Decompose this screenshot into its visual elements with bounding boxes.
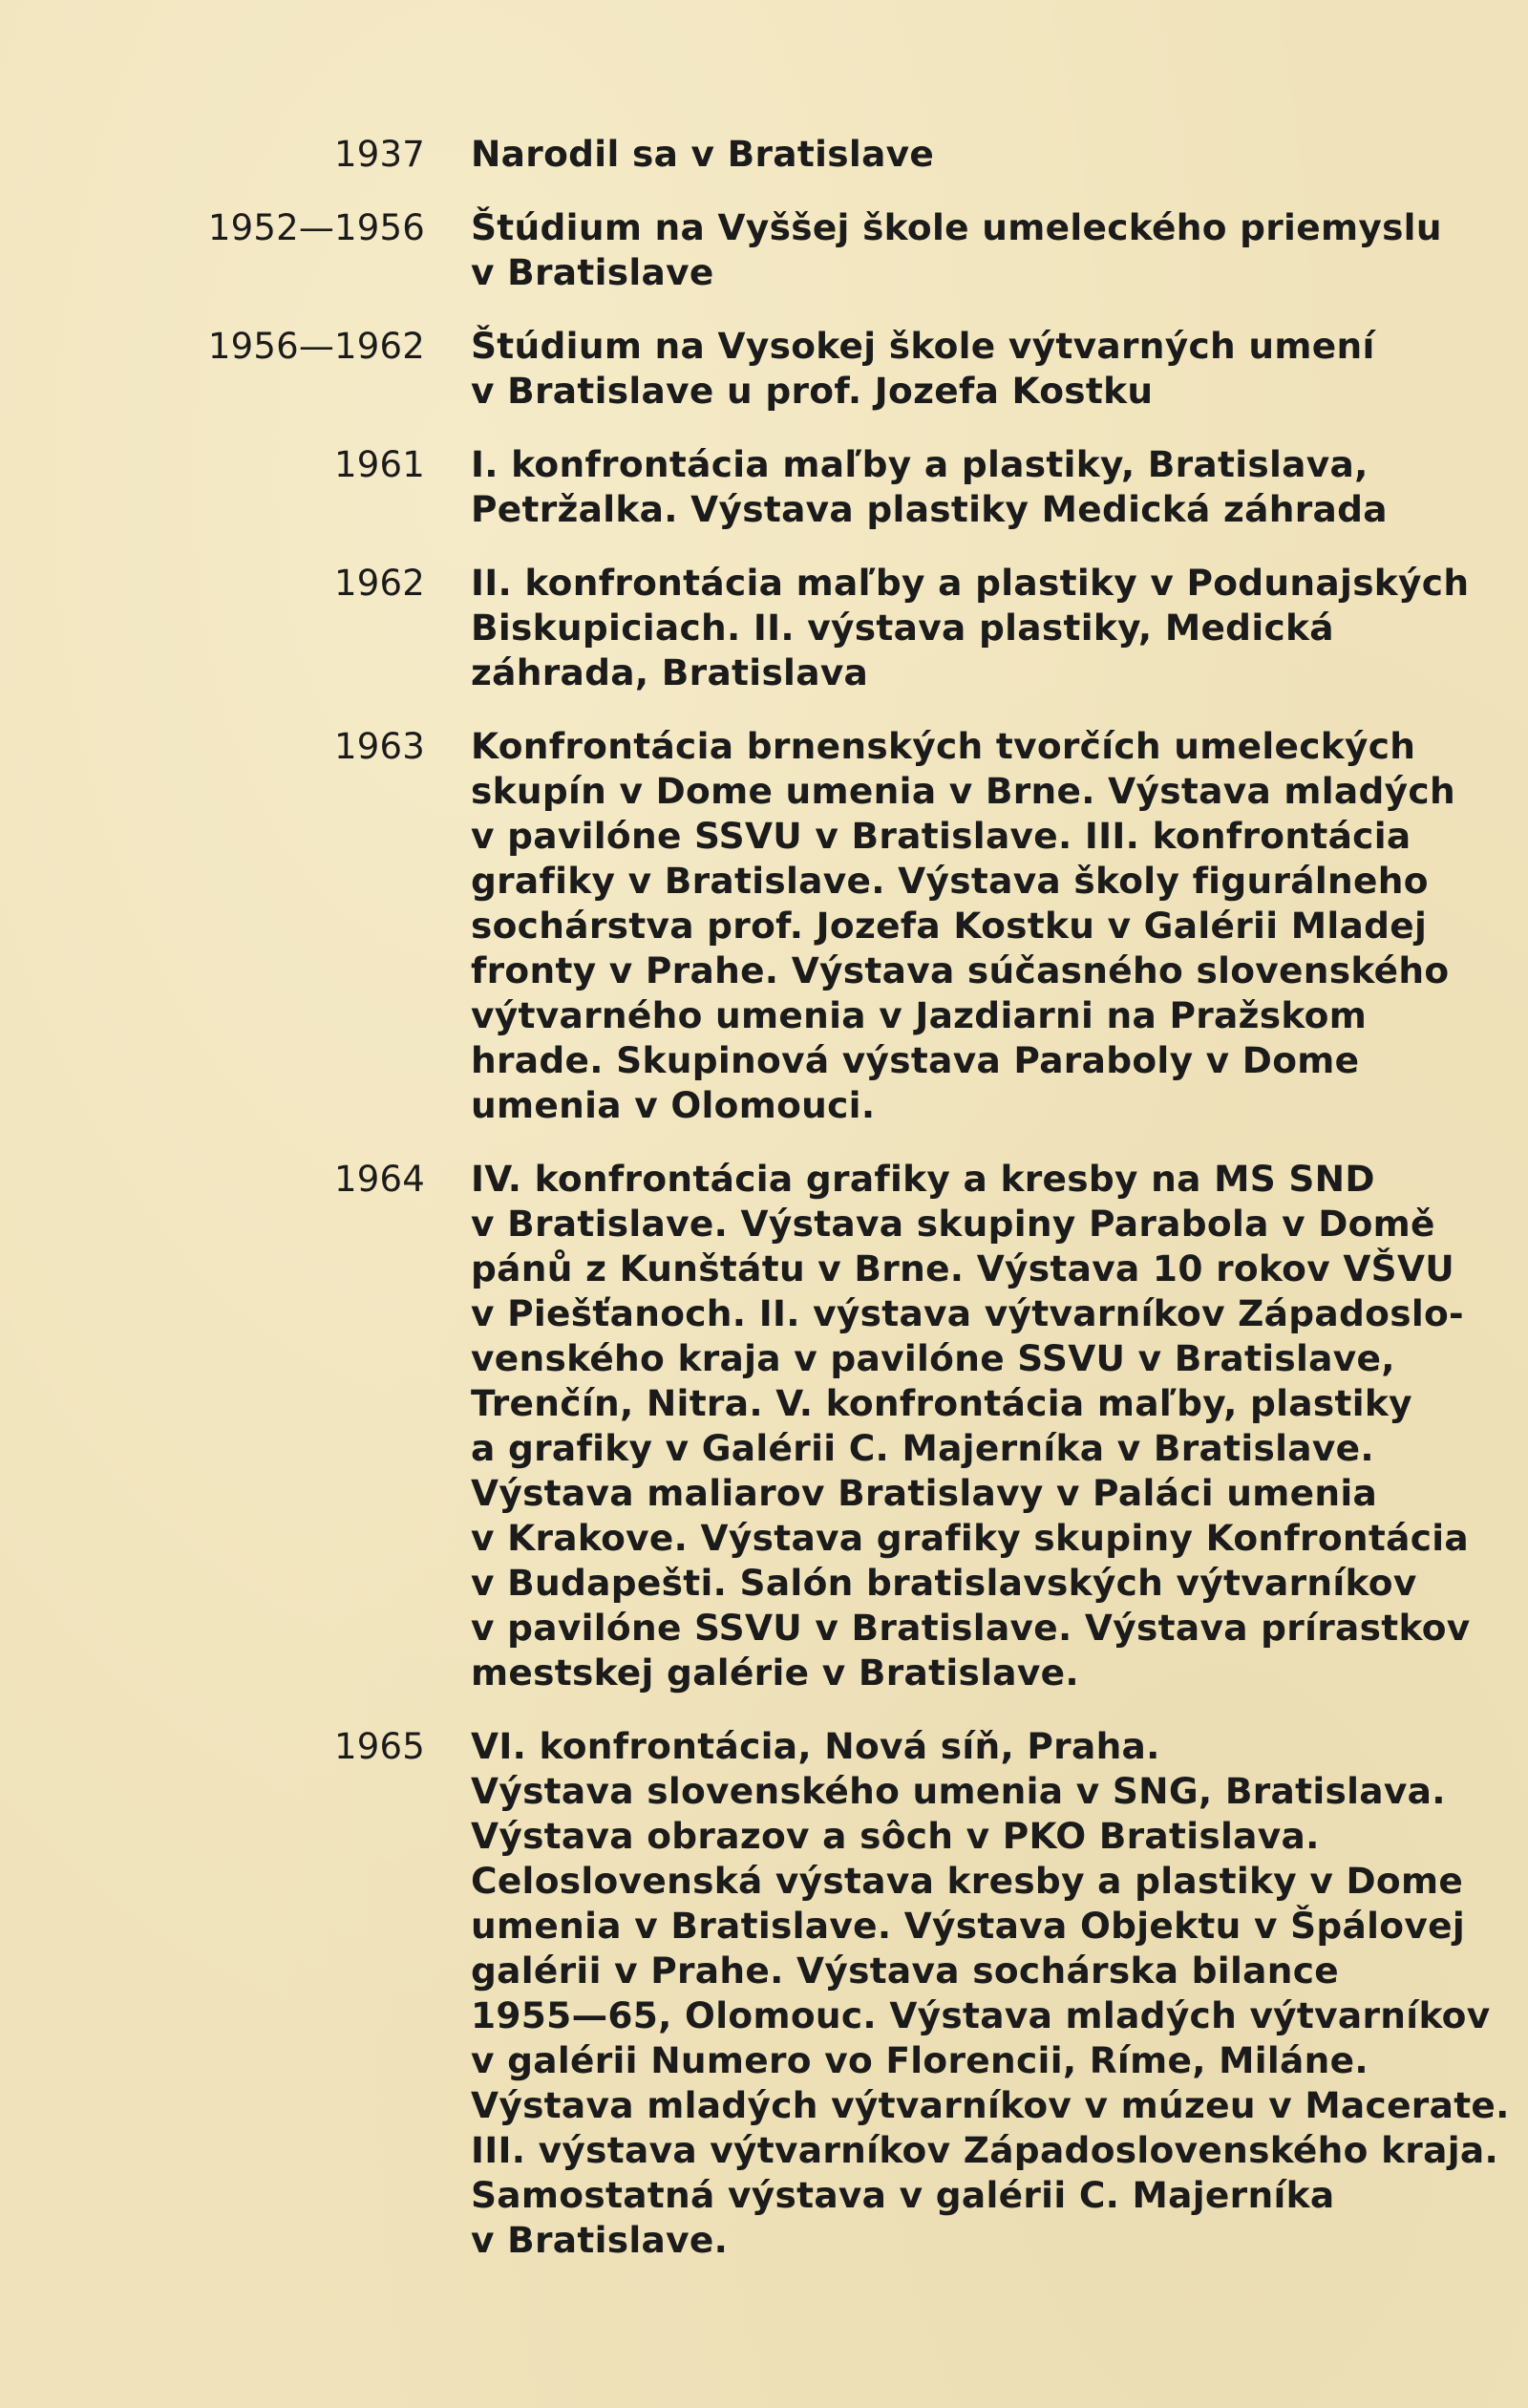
chronology-entry-1963 bbox=[0, 724, 1528, 1128]
entry-line: v galérii Numero vo Florencii, Ríme, Miláne. bbox=[471, 2039, 1369, 2081]
entry-line: Konfrontácia brnenských tvorčích umeleckých bbox=[471, 725, 1416, 767]
entry-year: 1962 bbox=[334, 563, 425, 604]
entry-line: I. konfrontácia maľby a plastiky, Bratislava, bbox=[471, 443, 1369, 485]
entry-line: v Piešťanoch. II. výstava výtvarníkov Západoslo- bbox=[471, 1292, 1464, 1334]
entry-line: Samostatná výstava v galérii C. Majerníka bbox=[471, 2174, 1335, 2216]
entry-line: v Bratislave u prof. Jozefa Kostku bbox=[471, 370, 1154, 412]
entry-line: grafiky v Bratislave. Výstava školy figurálneho bbox=[471, 860, 1429, 902]
entry-year: 1937 bbox=[334, 134, 425, 175]
entry-line: v Bratislave. Výstava skupiny Parabola v Domě bbox=[471, 1203, 1435, 1245]
chronology-entry-1962 bbox=[0, 561, 1528, 695]
entry-text bbox=[471, 724, 1455, 1128]
entry-line: v pavilóne SSVU v Bratislave. Výstava prírastkov bbox=[471, 1607, 1471, 1649]
entry-line: v Budapešti. Salón bratislavských výtvarníkov bbox=[471, 1562, 1417, 1604]
chronology-entry-1937 bbox=[0, 132, 1528, 177]
entry-line: Výstava obrazov a sôch v PKO Bratislava. bbox=[471, 1815, 1320, 1857]
entry-line: fronty v Prahe. Výstava súčasného slovenského bbox=[471, 949, 1450, 991]
entry-line: Trenčín, Nitra. V. konfrontácia maľby, plastiky bbox=[471, 1382, 1412, 1424]
entry-line: Biskupiciach. II. výstava plastiky, Medická bbox=[471, 607, 1334, 649]
entry-text bbox=[471, 324, 1437, 414]
entry-line: skupín v Dome umenia v Brne. Výstava mladých bbox=[471, 770, 1455, 812]
chronology-entry-1964 bbox=[0, 1157, 1528, 1695]
entry-text bbox=[471, 442, 1437, 532]
entry-text bbox=[471, 205, 1442, 295]
entry-line: Výstava slovenského umenia v SNG, Bratislava. bbox=[471, 1770, 1446, 1812]
entry-line: v pavilóne SSVU v Bratislave. III. konfrontácia bbox=[471, 815, 1411, 857]
entry-year: 1952—1956 bbox=[207, 207, 425, 248]
entry-line: hrade. Skupinová výstava Paraboly v Dome bbox=[471, 1039, 1360, 1081]
entry-line: Výstava maliarov Bratislavy v Paláci umenia bbox=[471, 1472, 1378, 1514]
entry-line: umenia v Olomouci. bbox=[471, 1084, 876, 1126]
entry-line: pánů z Kunštátu v Brne. Výstava 10 rokov VŠVU bbox=[471, 1247, 1455, 1289]
entry-text bbox=[471, 1724, 1510, 2263]
entry-line: Štúdium na Vysokej škole výtvarných umení bbox=[471, 325, 1375, 367]
entry-line: v Bratislave. bbox=[471, 2219, 729, 2261]
entry-line: galérii v Prahe. Výstava sochárska bilance bbox=[471, 1950, 1339, 1992]
entry-line: Narodil sa v Bratislave bbox=[471, 133, 935, 175]
entry-line: Celoslovenská výstava kresby a plastiky v Dome bbox=[471, 1860, 1464, 1902]
entry-line: v Bratislave bbox=[471, 251, 714, 293]
entry-line: venského kraja v pavilóne SSVU v Bratislave, bbox=[471, 1337, 1395, 1379]
entry-text bbox=[471, 1157, 1471, 1695]
entry-line: v Krakove. Výstava grafiky skupiny Konfrontácia bbox=[471, 1517, 1470, 1559]
chronology-entry-1956-1962 bbox=[0, 324, 1528, 414]
entry-line: Štúdium na Vyššej škole umeleckého priemyslu bbox=[471, 206, 1442, 248]
entry-year: 1963 bbox=[334, 726, 425, 767]
entry-year: 1964 bbox=[334, 1159, 425, 1200]
entry-year: 1961 bbox=[334, 444, 425, 485]
chronology-entry-1952-1956 bbox=[0, 205, 1528, 295]
entry-line: a grafiky v Galérii C. Majerníka v Bratislave. bbox=[471, 1427, 1374, 1469]
entry-text bbox=[471, 561, 1470, 695]
entry-line: 1955—65, Olomouc. Výstava mladých výtvarníkov bbox=[471, 1994, 1491, 2036]
entry-line: sochárstva prof. Jozefa Kostku v Galérii Mladej bbox=[471, 905, 1428, 947]
entry-line: II. konfrontácia maľby a plastiky v Podunajských bbox=[471, 562, 1470, 604]
entry-line: III. výstava výtvarníkov Západoslovenského kraja. bbox=[471, 2129, 1499, 2171]
entry-line: záhrada, Bratislava bbox=[471, 651, 869, 693]
entry-line: VI. konfrontácia, Nová síň, Praha. bbox=[471, 1725, 1160, 1767]
chronology-entry-1961 bbox=[0, 442, 1528, 532]
chronology-entry-1965 bbox=[0, 1724, 1528, 2263]
entry-line: mestskej galérie v Bratislave. bbox=[471, 1652, 1079, 1694]
entry-text bbox=[471, 132, 1437, 177]
entry-line: Výstava mladých výtvarníkov v múzeu v Macerate. bbox=[471, 2084, 1510, 2126]
chronology-list bbox=[0, 132, 1528, 2291]
entry-line: umenia v Bratislave. Výstava Objektu v Špálovej bbox=[471, 1905, 1465, 1947]
entry-line: Petržalka. Výstava plastiky Medická záhrada bbox=[471, 488, 1388, 530]
entry-line: IV. konfrontácia grafiky a kresby na MS SND bbox=[471, 1158, 1375, 1200]
entry-line: výtvarného umenia v Jazdiarni na Pražskom bbox=[471, 994, 1368, 1036]
entry-year: 1956—1962 bbox=[207, 326, 425, 367]
entry-year: 1965 bbox=[334, 1726, 425, 1767]
